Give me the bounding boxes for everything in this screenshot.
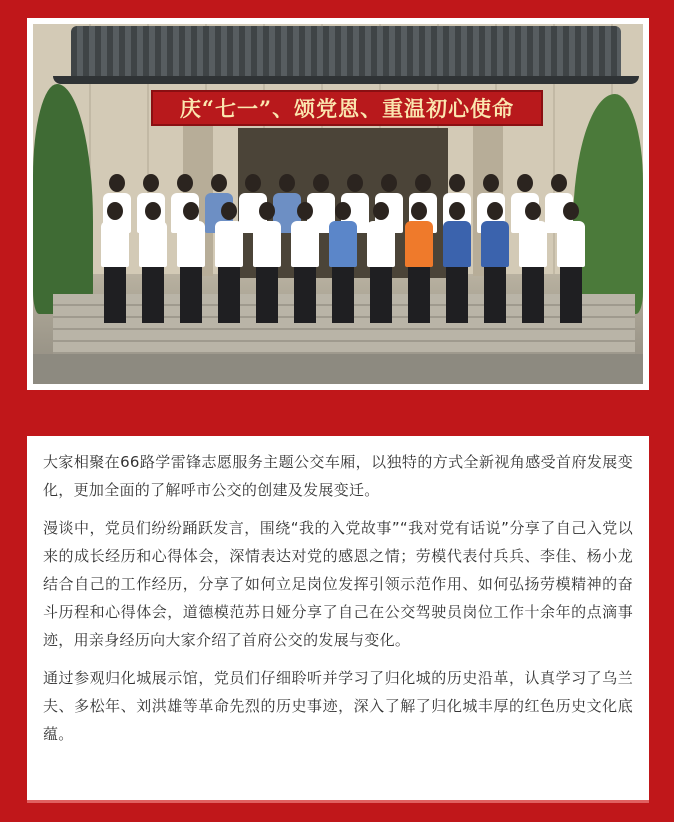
person-front-row <box>101 202 129 323</box>
roof-eave <box>53 76 639 84</box>
red-banner <box>151 90 543 126</box>
bottom-divider <box>27 800 649 803</box>
person-front-row <box>367 202 395 323</box>
photo-frame <box>27 18 649 390</box>
ground <box>33 354 643 384</box>
paragraph-2: 漫谈中，党员们纷纷踊跃发言，围绕“我的入党故事”“我对党有话说”分享了自己入党以来的成长经历和心得体会，深情表达对党的感恩之情；劳模代表付兵兵、李佳、杨小龙结合自己的工作经历，分享了如何立足岗位发挥引领示范作用、如何弘扬劳模精神的奋斗历程和心得体会，道德模范苏日娅分享了自己在公交驾驶员岗位工作十余年的点滴事迹，用亲身经历向大家介绍了首府公交的发展与变化。 <box>43 519 633 649</box>
person-front-row <box>405 202 433 323</box>
paragraph-1: 大家相聚在66路学雷锋志愿服务主题公交车厢，以独特的方式全新视角感受首府发展变化，更加全面的了解呼市公交的创建及发展变迁。 <box>43 453 633 499</box>
person-front-row <box>139 202 167 323</box>
person-front-row <box>215 202 243 323</box>
banner-text: 庆“七一”、颂党恩、重温初心使命 <box>179 96 515 121</box>
person-front-row <box>177 202 205 323</box>
person-front-row <box>291 202 319 323</box>
person-front-row <box>519 202 547 323</box>
person-front-row <box>443 202 471 323</box>
person-front-row <box>253 202 281 323</box>
person-front-row <box>329 202 357 323</box>
person-front-row <box>557 202 585 323</box>
article-body <box>27 436 649 800</box>
person-front-row <box>481 202 509 323</box>
paragraph-3: 通过参观归化城展示馆，党员们仔细聆听并学习了归化城的历史沿革，认真学习了乌兰夫、多松年、刘洪雄等革命先烈的历史事迹，深入了解了归化城丰厚的红色历史文化底蕴。 <box>43 669 633 743</box>
group-photo <box>33 24 643 384</box>
pavilion-roof <box>71 26 621 80</box>
